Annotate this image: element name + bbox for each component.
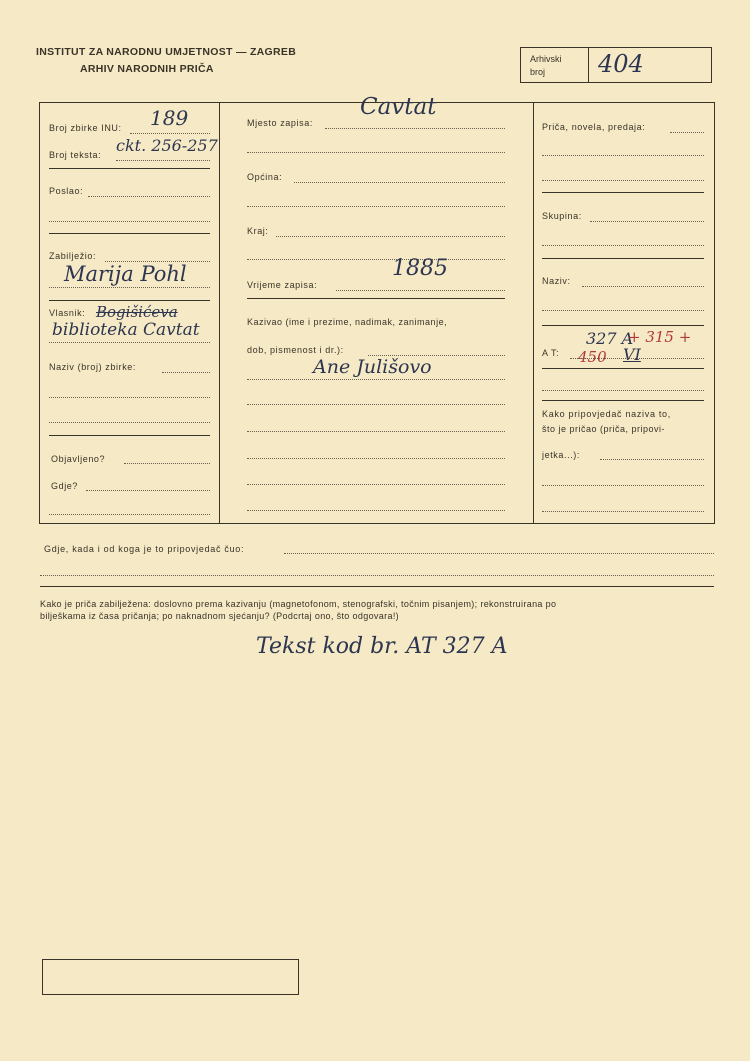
place-label: Mjesto zapisa:	[247, 118, 313, 128]
collection-label: Naziv (broj) zbirke:	[49, 362, 137, 372]
inu-label: Broj zbirke INU:	[49, 123, 122, 133]
time-value[interactable]: 1885	[392, 256, 448, 281]
archive-title: ARHIV NARODNIH PRIČA	[80, 63, 214, 75]
recorded-value[interactable]: Marija Pohl	[64, 262, 187, 286]
owner-label: Vlasnik:	[49, 308, 86, 318]
story-type-label: Priča, novela, predaja:	[542, 122, 646, 132]
narrator-label-2: dob, pismenost i dr.):	[247, 345, 344, 355]
sent-label: Poslao:	[49, 186, 84, 196]
handwritten-note[interactable]: Tekst kod br. AT 327 A	[256, 634, 508, 659]
municipality-label: Općina:	[247, 172, 283, 182]
how-label-2: što je pričao (priča, pripovi-	[542, 424, 666, 434]
method-text-1: Kako je priča zabilježena: doslovno prema kazivanju (magnetofonom, stenografski, točnim pisanjem); rekonstruirana po	[40, 599, 557, 609]
owner-struck-value: Bogišićeva	[96, 303, 178, 321]
bottom-stamp-box	[42, 959, 299, 995]
name-label: Naziv:	[542, 276, 571, 286]
how-label-3: jetka...):	[542, 450, 581, 460]
narrator-label-1: Kazivao (ime i prezime, nadimak, zanimanje,	[247, 317, 448, 327]
published-label: Objavljeno?	[51, 454, 106, 464]
at-label: A T:	[542, 348, 560, 358]
at-value-vi[interactable]: VI	[623, 345, 641, 364]
at-value-315[interactable]: + 315 +	[628, 328, 692, 346]
region-label: Kraj:	[247, 226, 269, 236]
owner-value[interactable]: biblioteka Cavtat	[52, 320, 200, 340]
narrator-value[interactable]: Ane Julišovo	[313, 356, 432, 378]
archive-number-label-2: broj	[530, 67, 546, 77]
archive-number-label-1: Arhivski	[530, 54, 562, 64]
recorded-label: Zabilježio:	[49, 251, 97, 261]
inu-value[interactable]: 189	[150, 106, 189, 130]
at-value-450[interactable]: 450	[578, 348, 607, 366]
text-number-value[interactable]: ckt. 256-257	[116, 136, 218, 155]
where-label: Gdje?	[51, 481, 79, 491]
text-number-label: Broj teksta:	[49, 150, 102, 160]
at-value-327a[interactable]: 327 A	[586, 329, 634, 348]
institute-title: INSTITUT ZA NARODNU UMJETNOST — ZAGREB	[36, 46, 297, 58]
time-label: Vrijeme zapisa:	[247, 280, 318, 290]
group-label: Skupina:	[542, 211, 582, 221]
heard-label: Gdje, kada i od koga je to pripovjedač čuo:	[44, 544, 245, 554]
archive-number-value[interactable]: 404	[598, 50, 644, 78]
how-label-1: Kako pripovjedač naziva to,	[542, 409, 671, 419]
method-text-2: bilješkama iz časa pričanja; po naknadnom sjećanju? (Podcrtaj ono, što odgovara!)	[40, 611, 400, 621]
place-value[interactable]: Cavtat	[360, 94, 437, 120]
